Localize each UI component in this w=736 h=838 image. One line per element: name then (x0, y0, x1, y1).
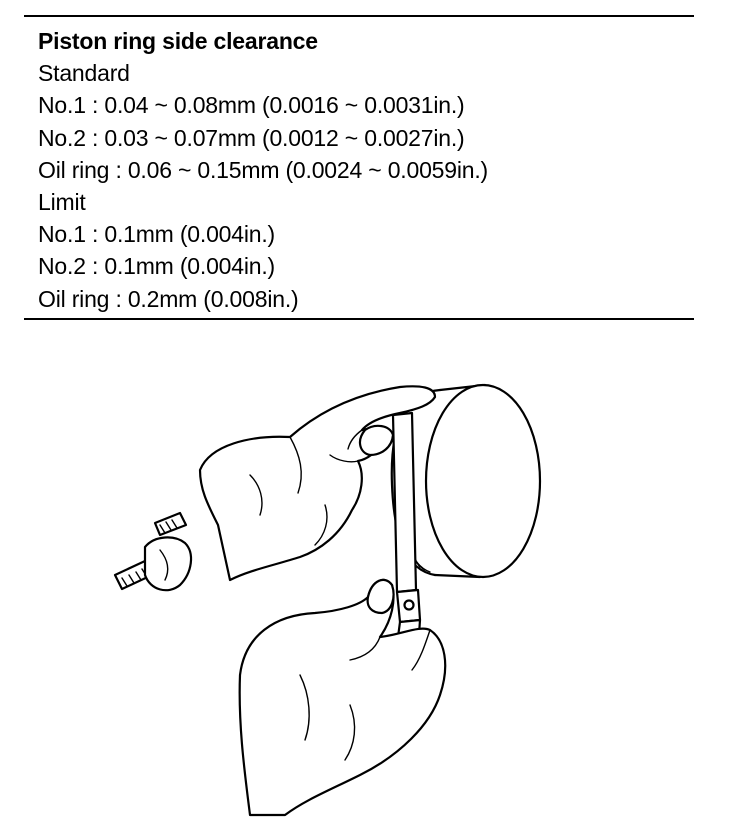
limit-no1-value: No.1 : 0.1mm (0.004in.) (38, 221, 276, 248)
standard-oil-ring-value: Oil ring : 0.06 ~ 0.15mm (0.0024 ~ 0.0059in.) (38, 156, 488, 183)
bottom-rule (24, 318, 694, 320)
connecting-rod-bolts-icon (115, 513, 191, 590)
standard-heading: Standard (38, 60, 130, 87)
piston-illustration-svg (100, 375, 660, 825)
feeler-gauge-icon (393, 413, 420, 652)
limit-no2-value: No.2 : 0.1mm (0.004in.) (38, 253, 276, 280)
standard-no1-value: No.1 : 0.04 ~ 0.08mm (0.0016 ~ 0.0031in.) (38, 92, 465, 119)
standard-no2-value: No.2 : 0.03 ~ 0.07mm (0.0012 ~ 0.0027in.) (38, 124, 465, 151)
top-rule (24, 15, 694, 17)
limit-oil-ring-value: Oil ring : 0.2mm (0.008in.) (38, 285, 299, 312)
limit-heading: Limit (38, 189, 86, 216)
spec-block (38, 25, 688, 315)
piston-feeler-gauge-illustration (100, 375, 660, 825)
spec-title: Piston ring side clearance (38, 28, 318, 54)
